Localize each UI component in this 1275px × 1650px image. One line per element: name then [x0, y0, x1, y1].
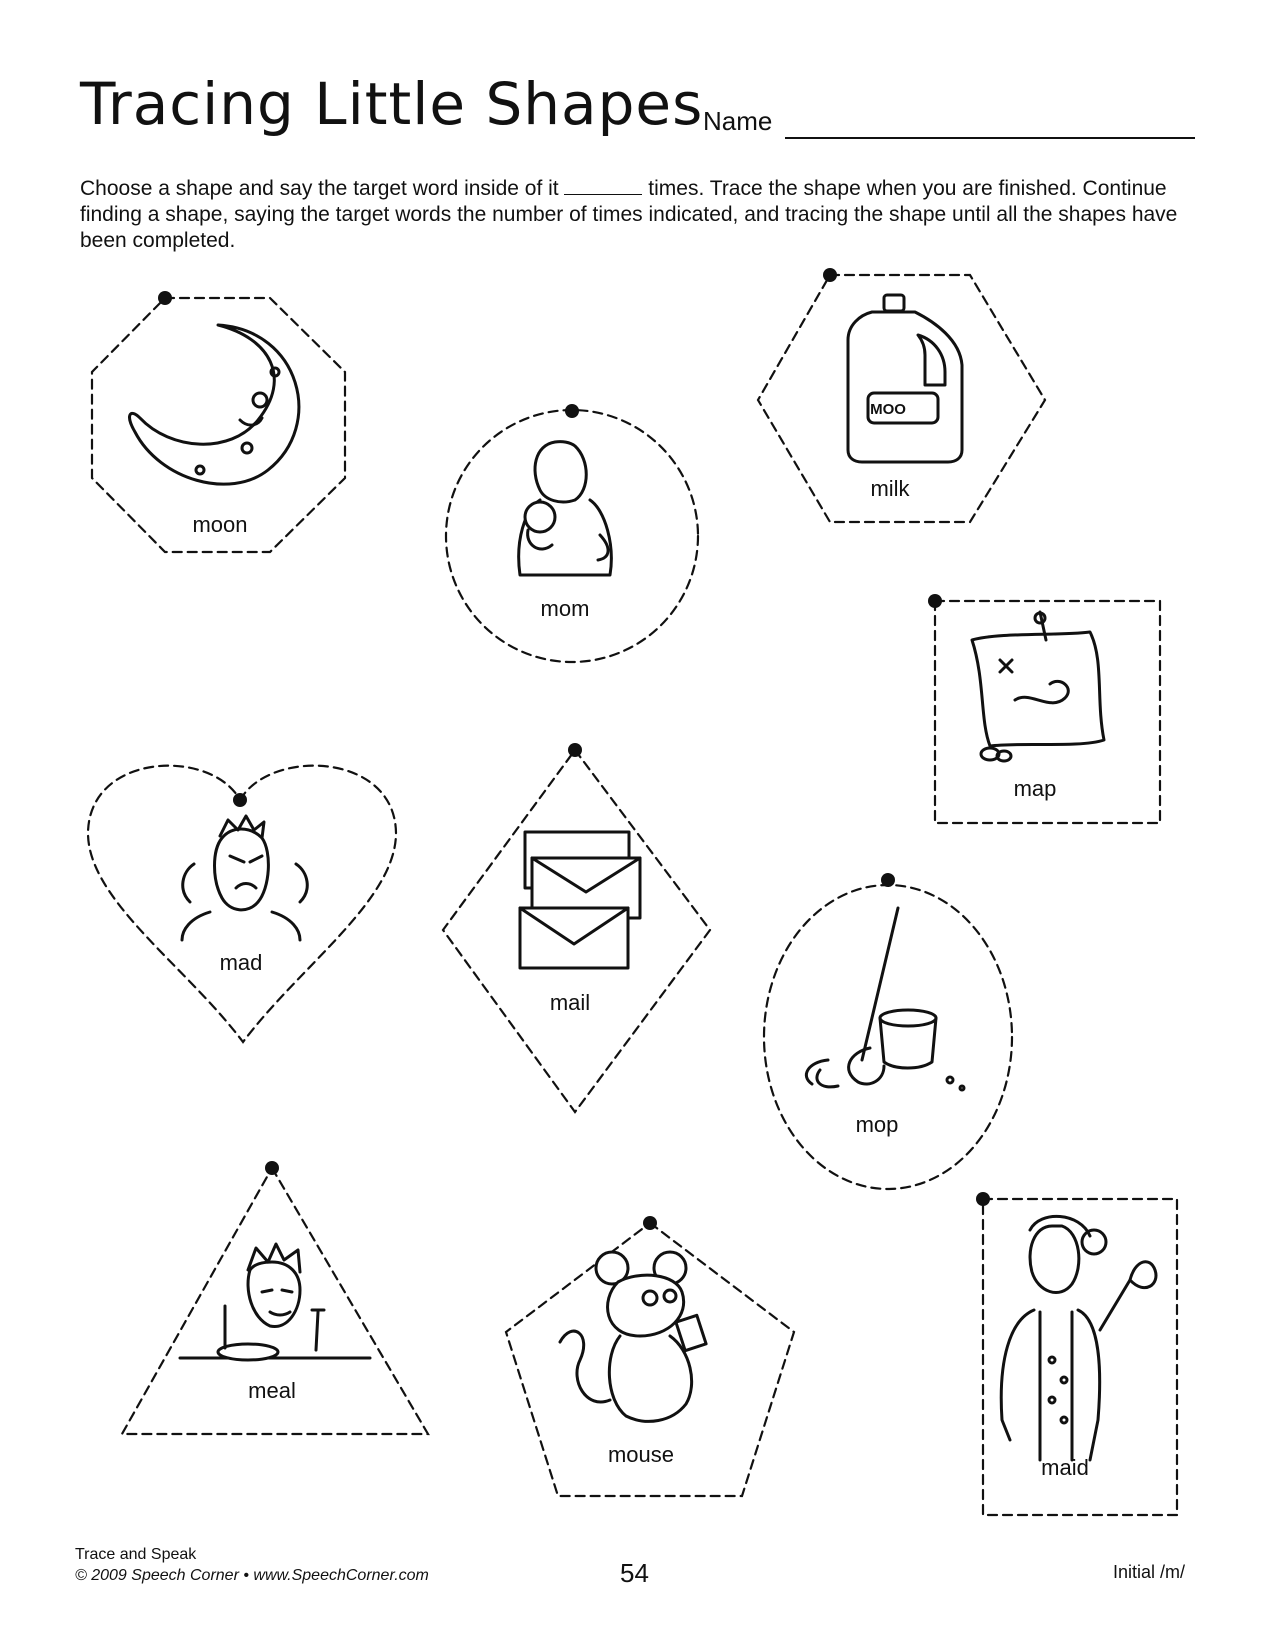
start-dot: [823, 268, 837, 282]
moon-icon: [130, 325, 299, 484]
word-label-mom: mom: [540, 596, 590, 621]
page-number: 54: [620, 1558, 649, 1588]
mother-with-baby-icon: [519, 442, 612, 575]
target-sound: Initial /m/: [1113, 1562, 1186, 1582]
copyright: © 2009 Speech Corner • www.SpeechCorner.com: [75, 1567, 429, 1584]
word-label-map: map: [1013, 776, 1057, 801]
word-label-mop: mop: [855, 1112, 899, 1137]
boy-eating-icon: [180, 1244, 370, 1360]
word-label-mouse: mouse: [607, 1442, 675, 1467]
maid-duster-icon: [1001, 1216, 1156, 1460]
envelopes-icon: [520, 832, 640, 968]
start-dot: [568, 743, 582, 757]
start-dot: [643, 1216, 657, 1230]
start-dot: [565, 404, 579, 418]
start-dot: [881, 873, 895, 887]
mop-bucket-icon: [806, 908, 964, 1090]
page-title: Tracing Little Shapes: [80, 70, 704, 138]
book-title: Trace and Speak: [75, 1546, 197, 1563]
angry-man-icon: [182, 816, 307, 940]
word-label-moon: moon: [192, 512, 248, 537]
treasure-map-icon: [972, 612, 1104, 761]
start-dot: [158, 291, 172, 305]
start-dot: [976, 1192, 990, 1206]
footer-credits: [75, 1544, 429, 1586]
jug-label: MOO: [870, 401, 906, 418]
start-dot: [265, 1161, 279, 1175]
instructions-text-start: Choose a shape and say the target word inside of it: [80, 177, 565, 200]
word-label-maid: maid: [1041, 1455, 1089, 1480]
word-label-milk: milk: [870, 476, 910, 501]
milk-jug-icon: [848, 295, 962, 462]
start-dot: [928, 594, 942, 608]
name-label: Name: [703, 106, 773, 136]
word-label-meal: meal: [248, 1378, 296, 1403]
word-label-mail: mail: [549, 990, 591, 1015]
start-dot: [233, 793, 247, 807]
instructions-text-end: times. Trace the shape when you are finished. Continue finding a shape, saying the target words the number of times indicated, and tracing the shape until all the shapes have been completed.: [80, 177, 1178, 252]
mouse-cheese-icon: [560, 1252, 706, 1421]
word-label-mad: mad: [219, 950, 263, 975]
